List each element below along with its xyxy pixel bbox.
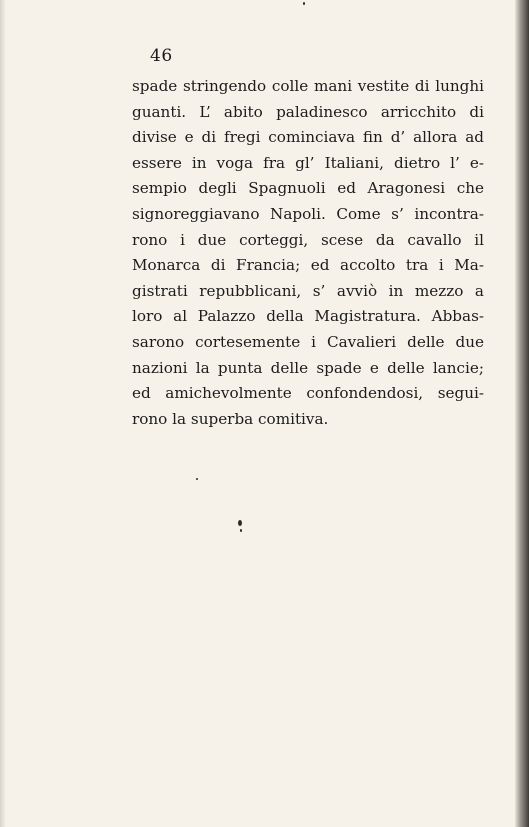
text-line: sempio degli Spagnuoli ed Aragonesi che — [132, 179, 484, 198]
scan-speck — [303, 2, 305, 5]
page-number: 46 — [150, 46, 173, 66]
text-line: signoreggiavano Napoli. Come s’ incontra- — [132, 204, 484, 223]
scan-speck — [196, 478, 198, 480]
text-line: guanti. L’ abito paladinesco arricchito di — [132, 102, 484, 121]
text-line: essere in voga fra gl’ Italiani, dietro l’ e- — [132, 153, 484, 172]
text-line: spade stringendo colle mani vestite di lunghi — [132, 77, 484, 95]
text-line: rono la superba comitiva. — [132, 409, 329, 428]
page-left-edge — [0, 0, 6, 827]
text-line: nazioni la punta delle spade e delle lancie; — [132, 358, 484, 377]
text-line: loro al Palazzo della Magistratura. Abbas- — [132, 307, 484, 326]
text-line: gistrati repubblicani, s’ avviò in mezzo a — [132, 281, 484, 300]
text-line: Monarca di Francia; ed accolto tra i Ma- — [132, 256, 484, 275]
scan-speck — [238, 520, 242, 526]
text-line: rono i due corteggi, scese da cavallo il — [132, 230, 484, 249]
text-line: divise e di fregi cominciava fin d’ allora ad — [132, 128, 484, 147]
body-text — [132, 74, 484, 432]
text-line: ed amichevolmente confondendosi, segui- — [132, 384, 484, 403]
page-right-edge — [515, 0, 529, 827]
scan-speck — [240, 529, 242, 532]
text-line: sarono cortesemente i Cavalieri delle due — [132, 332, 484, 351]
